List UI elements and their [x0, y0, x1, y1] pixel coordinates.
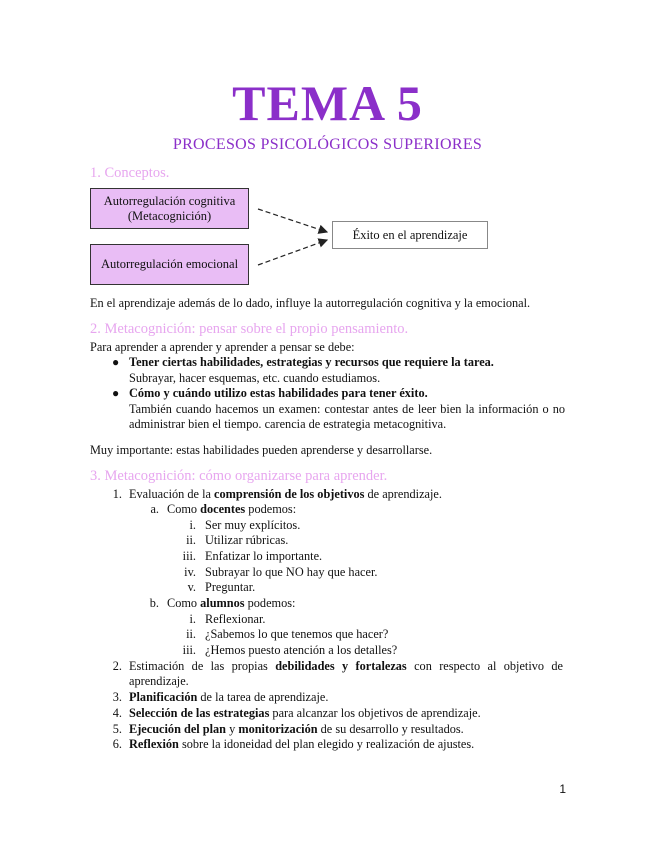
- roman-a-3: iii.: [182, 549, 196, 563]
- document-subtitle: PROCESOS PSICOLÓGICOS SUPERIORES: [172, 136, 483, 153]
- list-number-5: 5.: [112, 722, 122, 736]
- list-number-1: 1.: [112, 487, 122, 501]
- diagram-box-emotional: [90, 244, 249, 285]
- list-item-4: Selección de las estrategias para alcanzar los objetivos de aprendizaje.: [129, 706, 481, 720]
- list-item-b: Como alumnos podemos:: [167, 596, 296, 610]
- box-emotional-label: Autorregulación emocional: [100, 257, 239, 271]
- section-2-note: Muy importante: estas habilidades pueden aprenderse y desarrollarse.: [90, 443, 433, 457]
- section-2-heading: 2. Metacognición: pensar sobre el propio pensamiento.: [90, 321, 409, 337]
- list-item-2: Estimación de las propias debilidades y fortalezas con respecto al objetivo de aprendizaje.: [129, 659, 563, 688]
- bullet-1-text: Subrayar, hacer esquemas, etc. cuando estudiamos.: [129, 371, 381, 385]
- list-item-a: Como docentes podemos:: [167, 502, 297, 516]
- list-item-b-3: ¿Hemos puesto atención a los detalles?: [205, 643, 398, 657]
- document-title: TEMA 5: [232, 75, 423, 131]
- list-item-a-3: Enfatizar lo importante.: [205, 549, 323, 563]
- list-item-a-2: Utilizar rúbricas.: [205, 533, 289, 547]
- list-item-b-1: Reflexionar.: [205, 612, 266, 626]
- list-item-a-1: Ser muy explícitos.: [205, 518, 301, 532]
- section-2-intro: Para aprender a aprender y aprender a pensar se debe:: [90, 340, 355, 354]
- list-letter-b: b.: [149, 596, 159, 610]
- box-success-label: Éxito en el aprendizaje: [352, 227, 468, 242]
- page-number: 1: [559, 782, 566, 796]
- box-cognitive-line2: (Metacognición): [127, 208, 212, 223]
- list-item-a-4: Subrayar lo que NO hay que hacer.: [205, 565, 378, 579]
- section-1-text: En el aprendizaje además de lo dado, influye la autorregulación cognitiva y la emocional.: [90, 296, 531, 310]
- diagram-arrows: [255, 204, 335, 270]
- list-item-a-5: Preguntar.: [205, 580, 256, 594]
- diagram-box-cognitive: [90, 188, 249, 229]
- arrow-emotional-to-success: [258, 240, 327, 265]
- bullet-2-marker: ●: [112, 386, 120, 400]
- roman-b-3: iii.: [182, 643, 196, 657]
- list-number-4: 4.: [112, 706, 122, 720]
- list-letter-a: a.: [150, 502, 159, 516]
- roman-b-1: i.: [189, 612, 196, 626]
- list-number-3: 3.: [112, 690, 122, 704]
- list-number-2: 2.: [112, 659, 122, 673]
- list-item-b-2: ¿Sabemos lo que tenemos que hacer?: [205, 627, 389, 641]
- list-number-6: 6.: [112, 737, 122, 751]
- list-item-3: Planificación de la tarea de aprendizaje.: [129, 690, 329, 704]
- list-item-1: Evaluación de la comprensión de los objetivos de aprendizaje.: [129, 487, 442, 501]
- section-1-heading: 1. Conceptos.: [90, 165, 170, 181]
- section-3-heading: 3. Metacognición: cómo organizarse para aprender.: [90, 468, 388, 484]
- roman-a-4: iv.: [184, 565, 196, 579]
- roman-a-2: ii.: [186, 533, 196, 547]
- bullet-2-title: Cómo y cuándo utilizo estas habilidades para tener éxito.: [129, 386, 428, 400]
- bullet-1-marker: ●: [112, 355, 120, 369]
- diagram-box-success: [332, 221, 488, 249]
- roman-b-2: ii.: [186, 627, 196, 641]
- bullet-2-text: También cuando hacemos un examen: contestar antes de leer bien la información o no administrar bien el tiempo. carencia de estrategia metacognitiva.: [129, 402, 565, 431]
- bullet-1-title: Tener ciertas habilidades, estrategias y recursos que requiere la tarea.: [129, 355, 494, 369]
- roman-a-5: v.: [187, 580, 196, 594]
- list-item-6: Reflexión sobre la idoneidad del plan elegido y realización de ajustes.: [129, 737, 475, 751]
- arrow-cognitive-to-success: [258, 209, 327, 232]
- box-cognitive-line1: Autorregulación cognitiva: [103, 193, 236, 208]
- list-item-5: Ejecución del plan y monitorización de su desarrollo y resultados.: [129, 722, 464, 736]
- roman-a-1: i.: [189, 518, 196, 532]
